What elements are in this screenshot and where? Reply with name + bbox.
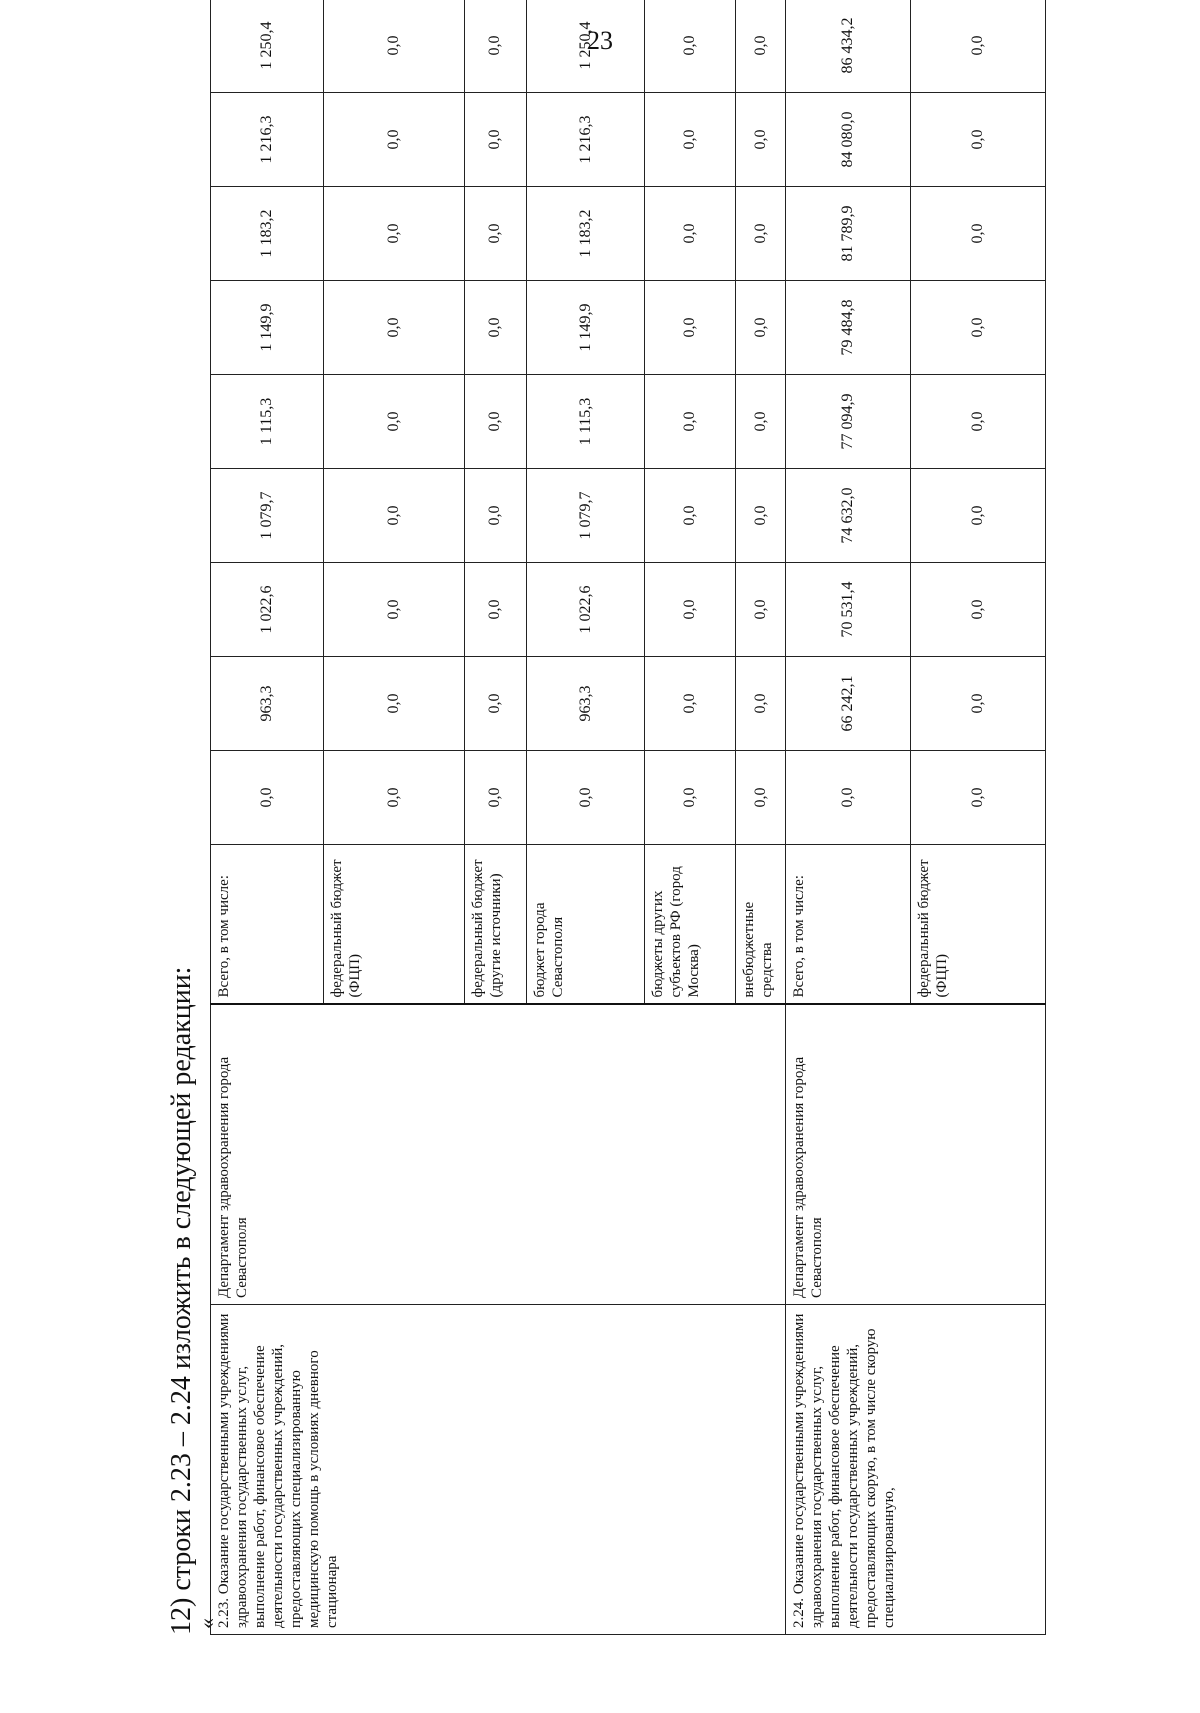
value-cell: 1 079,7 [526,469,644,563]
value-cell: 0,0 [464,187,526,281]
source-name: внебюджетные средства [735,845,786,1005]
value-cell: 0,0 [735,751,786,845]
value-cell: 0,0 [910,469,1045,563]
page-number: 23 [587,26,613,55]
value-cell: 0,0 [910,375,1045,469]
value-cell: 1 250,4 [211,0,324,93]
item-cell-2-24: 2.24. Оказание государственными учреждениями здравоохранения государственных услуг, выполнение работ, финансовое обеспечение деятельности государственных учреждений, предоставляющих скорую, в том числе скорую специализированную, [786,1305,1046,1635]
value-cell: 0,0 [735,657,786,751]
value-cell: 0,0 [464,0,526,93]
value-cell: 0,0 [910,563,1045,657]
value-cell: 0,0 [645,281,735,375]
value-cell: 0,0 [735,469,786,563]
value-cell: 77 094,9 [786,375,910,469]
source-name: бюджеты других субъектов РФ (город Москва) [645,845,735,1005]
value-cell: 0,0 [735,187,786,281]
value-cell: 0,0 [464,751,526,845]
value-cell: 1 115,3 [211,375,324,469]
value-cell: 0,0 [464,375,526,469]
opening-quote-mark: « [194,1618,219,1629]
value-cell: 84 080,0 [786,93,910,187]
value-cell: 0,0 [323,375,464,469]
value-cell: 0,0 [323,469,464,563]
source-name: федеральный бюджет (другие источники) [464,845,526,1005]
value-cell: 86 434,2 [786,0,910,93]
source-name: бюджет города Севастополя [526,845,644,1005]
value-cell: 0,0 [645,375,735,469]
amendment-heading: 12) строки 2.23 – 2.24 изложить в следующей редакции: [166,966,197,1635]
table-row [786,0,910,1635]
value-cell: 0,0 [735,0,786,93]
value-cell: 1 079,7 [211,469,324,563]
rotated-content [160,17,1160,1635]
value-cell: 0,0 [910,0,1045,93]
value-cell: 0,0 [645,187,735,281]
value-cell: 66 242,1 [786,657,910,751]
value-cell: 1 022,6 [211,563,324,657]
value-cell: 0,0 [323,657,464,751]
value-cell: 0,0 [735,281,786,375]
value-cell: 0,0 [211,751,324,845]
executor-cell-2-23: Департамент здравоохранения города Севастополя [211,1005,786,1305]
value-cell: 1 149,9 [526,281,644,375]
value-cell: 1 216,3 [526,93,644,187]
value-cell: 0,0 [735,563,786,657]
value-cell: 0,0 [464,281,526,375]
value-cell: 0,0 [323,93,464,187]
value-cell: 0,0 [645,751,735,845]
value-cell: 0,0 [323,563,464,657]
source-name: Всего, в том числе: [786,845,910,1005]
value-cell: 70 531,4 [786,563,910,657]
executor-cell-2-24: Департамент здравоохранения города Севастополя [786,1005,1046,1305]
value-cell: 0,0 [323,281,464,375]
value-cell: 0,0 [526,751,644,845]
value-cell: 0,0 [464,469,526,563]
table-row [211,0,324,1635]
value-cell: 0,0 [645,0,735,93]
value-cell: 0,0 [645,93,735,187]
item-cell-2-23: 2.23. Оказание государственными учреждениями здравоохранения государственных услуг, выполнение работ, финансовое обеспечение деятельности государственных учреждений, предоставляющих специализированную медицинскую помощь в условиях дневного стационара [211,1305,786,1635]
value-cell: 963,3 [526,657,644,751]
source-name: федеральный бюджет (ФЦП) [910,845,1045,1005]
value-cell: 0,0 [464,657,526,751]
value-cell: 74 632,0 [786,469,910,563]
value-cell: 1 183,2 [211,187,324,281]
value-cell: 0,0 [645,469,735,563]
value-cell: 1 149,9 [211,281,324,375]
value-cell: 0,0 [910,751,1045,845]
value-cell: 0,0 [910,657,1045,751]
value-cell: 0,0 [645,657,735,751]
value-cell: 1 115,3 [526,375,644,469]
value-cell: 0,0 [464,563,526,657]
value-cell: 0,0 [735,93,786,187]
value-cell: 1 183,2 [526,187,644,281]
value-cell: 1 250,4 [526,0,644,93]
source-name: Всего, в том числе: [211,845,324,1005]
value-cell: 0,0 [735,375,786,469]
value-cell: 79 484,8 [786,281,910,375]
value-cell: 0,0 [910,281,1045,375]
value-cell: 1 022,6 [526,563,644,657]
value-cell: 0,0 [323,0,464,93]
value-cell: 0,0 [464,93,526,187]
value-cell: 963,3 [211,657,324,751]
value-cell: 0,0 [910,187,1045,281]
value-cell: 0,0 [910,93,1045,187]
value-cell: 0,0 [323,187,464,281]
value-cell: 0,0 [645,563,735,657]
value-cell: 0,0 [323,751,464,845]
value-cell: 1 216,3 [211,93,324,187]
value-cell: 0,0 [786,751,910,845]
financing-table [210,0,1046,1635]
value-cell: 81 789,9 [786,187,910,281]
source-name: федеральный бюджет (ФЦП) [323,845,464,1005]
